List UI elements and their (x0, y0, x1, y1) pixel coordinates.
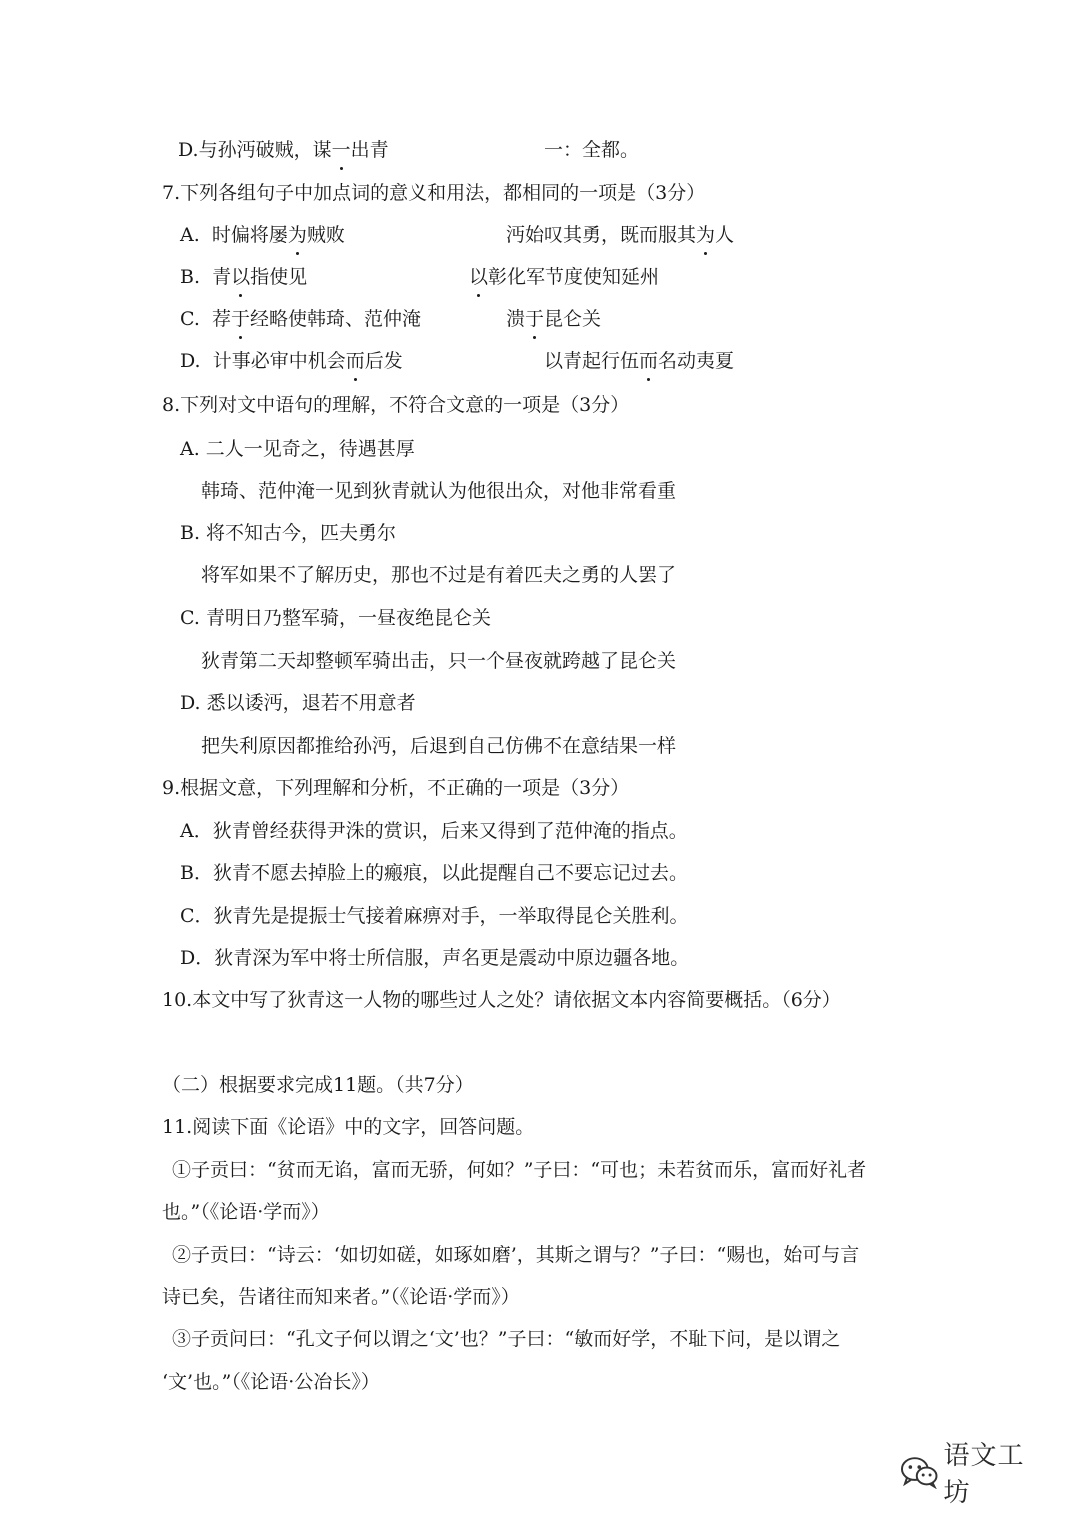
q11-passage-2-line-1: ②子贡曰：“诗云：‘如切如磋，如琢如磨’，其斯之谓与？”子曰：“赐也，始可与言 (172, 1244, 860, 1266)
text: 名动夷夏 (658, 350, 735, 372)
watermark-text: 语文工坊 (943, 1441, 1025, 1508)
q11-passage-3-line-2: ‘文’也。”（《论语·公冶长》） (162, 1371, 380, 1393)
q8-stem: 8.下列对文中语句的理解，不符合文意的一项是（3分） (162, 394, 630, 416)
text: 青 (212, 266, 232, 288)
text: 昆仑关 (544, 308, 602, 330)
watermark (900, 1441, 1050, 1508)
part2-heading: （二）根据要求完成11题。（共7分） (162, 1074, 474, 1096)
q8-b-quote: B. 将不知古今，匹夫勇尔 (180, 522, 397, 544)
q8-a-translation: 韩琦、范仲淹一见到狄青就认为他很出众，对他非常看重 (201, 480, 677, 502)
option-label: B. (180, 266, 201, 288)
wechat-icon (900, 1455, 939, 1489)
q6-option-d (178, 137, 389, 163)
q8-a-quote: A. 二人一见奇之，待遇甚厚 (180, 438, 415, 460)
q8-b-translation: 将军如果不了解历史，那也不过是有着匹夫之勇的人罢了 (201, 564, 677, 586)
q9-option-c: C．狄青先是提振士气接着麻痹对手，一举取得昆仑关胜利。 (180, 905, 689, 927)
text: 人 (715, 224, 735, 246)
text: 指使见 (250, 266, 308, 288)
q8-c-translation: 狄青第二天却整顿军骑出击，只一个昼夜就跨越了昆仑关 (201, 650, 677, 672)
dotted-char: 以 (231, 266, 251, 288)
q6-option-d-gloss: 一：全都。 (544, 139, 640, 161)
text: 经略使韩琦、范仲淹 (250, 308, 422, 330)
option-label: C. (180, 308, 200, 330)
dotted-char: 为 (287, 224, 307, 246)
q9-option-d: D．狄青深为军中将士所信服，声名更是震动中原边疆各地。 (180, 947, 690, 969)
text: 后发 (364, 350, 403, 372)
dotted-char: 而 (345, 350, 365, 372)
q11-passage-2-line-2: 诗已矣，告诸往而知来者。”（《论语·学而》） (162, 1286, 520, 1308)
q7-d-left (180, 348, 403, 374)
q8-d-translation: 把失利原因都推给孙沔，后退到自己仿佛不在意结果一样 (201, 735, 677, 757)
dotted-char: 于 (525, 308, 545, 330)
q8-d-quote: D. 悉以诿沔，退若不用意者 (180, 692, 416, 714)
q9-option-b: B．狄青不愿去掉脸上的瘢痕，以此提醒自己不要忘记过去。 (180, 862, 688, 884)
text: 溃 (506, 308, 526, 330)
text: 沔始叹其勇，既而服其 (506, 224, 697, 246)
q9-option-a: A．狄青曾经获得尹洙的赏识，后来又得到了范仲淹的指点。 (180, 820, 688, 842)
q7-a-right (506, 222, 734, 248)
q7-b-left (180, 264, 307, 290)
text: 时偏将屡 (211, 224, 288, 246)
q11-passage-1-line-2: 也。”（《论语·学而》） (162, 1201, 330, 1223)
q9-stem: 9.根据文意，下列理解和分析，不正确的一项是（3分） (162, 777, 630, 799)
q7-c-right (506, 306, 601, 332)
dotted-char: 以 (469, 266, 489, 288)
q8-c-quote: C. 青明日乃整军骑，一昼夜绝昆仑关 (180, 607, 491, 629)
q10-stem: 10.本文中写了狄青这一人物的哪些过人之处？请依据文本内容简要概括。（6分） (162, 989, 841, 1011)
q7-c-left (180, 306, 421, 332)
dotted-char: 而 (639, 350, 659, 372)
option-label: D. (180, 350, 201, 372)
q7-stem: 7.下列各组句子中加点词的意义和用法，都相同的一项是（3分） (162, 182, 706, 204)
dotted-char: 为 (696, 224, 716, 246)
q11-passage-3-line-1: ③子贡问曰：“孔文子何以谓之‘文’也？”子曰：“敏而好学，不耻下问，是以谓之 (172, 1328, 841, 1350)
dotted-char: 一 (331, 139, 351, 161)
text: 贼败 (306, 224, 345, 246)
q11-stem: 11.阅读下面《论语》中的文字，回答问题。 (162, 1116, 535, 1138)
q7-a-left (180, 222, 345, 248)
option-label: A. (180, 224, 200, 246)
q11-passage-1-line-1: ①子贡曰：“贫而无谄，富而无骄，何如？”子曰：“可也；未若贫而乐，富而好礼者 (172, 1159, 867, 1181)
text: 计事必审中机会 (212, 350, 346, 372)
q7-d-right (544, 348, 734, 374)
text: 出青 (350, 139, 389, 161)
text: 彰化军节度使知延州 (488, 266, 660, 288)
text: D.与孙沔破贼，谋 (178, 139, 332, 161)
q7-b-right (469, 264, 659, 290)
text: 荐 (212, 308, 232, 330)
text: 以青起行伍 (544, 350, 640, 372)
dotted-char: 于 (231, 308, 251, 330)
